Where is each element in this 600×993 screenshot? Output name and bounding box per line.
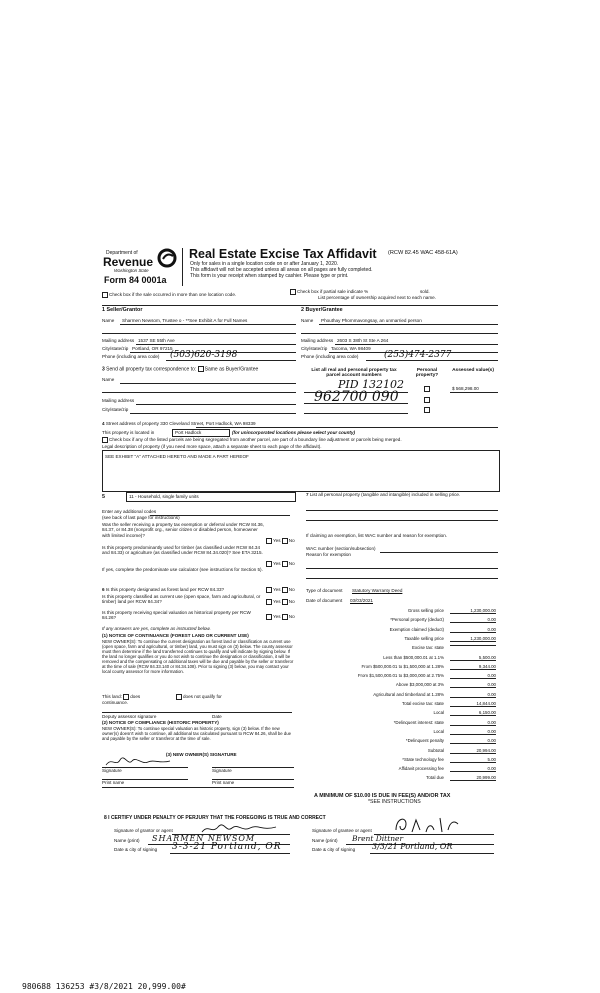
buyer-heading	[301, 308, 343, 313]
grantor-name-label: Name (print)	[114, 838, 140, 843]
assessed-line-1	[450, 392, 498, 393]
does-not-row	[176, 694, 222, 700]
legal-description: SEE EXHIBIT "A" ATTACHED HERETO AND MADE A PART HEREOF	[105, 454, 249, 459]
fee-label: Total due	[426, 775, 444, 781]
buyer-phone-label: Phone (including area code)	[301, 354, 359, 359]
q-timber-no: No	[288, 561, 295, 567]
this-land-label: This land:	[102, 694, 122, 700]
parcel-number-1[interactable]: PID 132102	[338, 378, 405, 391]
q-current-use-yes: Yes	[273, 599, 281, 605]
claiming-note: If claiming an exemption, list WAC number and reason for exemption.	[306, 533, 448, 538]
grantee-name-hw[interactable]: Brent Dittner	[352, 834, 404, 843]
parcel-line-1	[304, 392, 408, 393]
street-line	[196, 427, 498, 428]
wac-line	[380, 552, 498, 553]
seller-mailing-line	[136, 344, 296, 345]
section3-name-line	[120, 383, 296, 384]
fee-label: Exemption claimed (deduct)	[389, 626, 444, 632]
fee-label: Affidavit processing fee	[398, 766, 444, 772]
multi-location-checkbox[interactable]	[102, 292, 108, 298]
section4-num: 4	[102, 421, 105, 426]
deputy-date-label: Date	[212, 714, 222, 719]
doc-date-label: Date of document	[306, 598, 343, 603]
q-historic-yes-box[interactable]	[266, 614, 272, 620]
doc-date-value[interactable]: 03/03/2021	[350, 598, 373, 603]
buyer-name-line	[319, 324, 498, 325]
unincorporated-note: (for unincorporated locations please select your county)	[232, 430, 356, 435]
fee-label: *State technology fee	[402, 756, 444, 762]
seller-city[interactable]: Portland, OR 97215	[132, 346, 173, 351]
rule-top	[102, 305, 498, 306]
fee-label: From $500,000.01 to $1,500,000 at 1.28%	[361, 663, 444, 669]
q-exemption: Was the seller receiving a property tax exemption or deferral under RCW 84.36, 84.37, or 84.38 (nonprofit org., senior citizen or disabled person, homeowner with limited income)?	[102, 522, 264, 538]
list-personal	[306, 492, 496, 497]
seller-name-label: Name	[102, 318, 115, 323]
fee-value[interactable]: 20,999.00	[450, 775, 496, 781]
fee-label: Less than $500,000.01 at 1.1%	[383, 654, 444, 660]
form-title: Real Estate Excise Tax Affidavit	[189, 247, 377, 261]
q-current-use-answer	[266, 599, 295, 605]
if-yes-note: If yes, complete the predominate use calculator (see instructions for Section 5).	[102, 567, 263, 572]
partial-sale-label: Check box if partial sale indicate %	[297, 289, 369, 295]
fee-value[interactable]: 0.00	[450, 627, 496, 633]
continuance-label: continuance.	[102, 700, 129, 705]
seller-phone[interactable]: (503)620-3198	[170, 350, 238, 360]
fee-value[interactable]: 5,500.00	[450, 655, 496, 661]
header-divider	[182, 248, 183, 286]
notice2-body: NEW OWNER(S): To continue special valuation as historic property, sign (3) below. If the new owner(s) doesn't wish to continue, all additional tax calculated pursuant to RCW 84.26, shall be due and payable by the seller or transferor at the time of sale.	[102, 726, 292, 741]
reason-line-1	[306, 568, 498, 569]
q-historic-no: No	[288, 614, 295, 620]
personal-line-2	[306, 520, 498, 521]
buyer-city-label: City/state/zip	[301, 346, 328, 351]
q-forest-answer	[266, 587, 295, 593]
personal-property-header: Personal property?	[415, 368, 439, 379]
street-address[interactable]: 330 Cleveland Street, Port Hadlock, WA 98339	[160, 421, 256, 426]
same-as-buyer-label: Same as Buyer/Grantee	[204, 366, 259, 373]
street-row	[102, 421, 256, 426]
seller-name[interactable]: Sharmen Newsom, Trustee o - **See Exhibit A for Full Names	[122, 318, 248, 323]
partial-sale-checkbox[interactable]	[290, 289, 296, 295]
q-forest-yes-box[interactable]	[266, 587, 272, 593]
buyer-phone[interactable]: (253)474-2377	[384, 350, 452, 360]
q-exemption-answer	[266, 538, 295, 544]
fee-value[interactable]: 0.00	[450, 692, 496, 698]
owner-print-label-1: Print name	[102, 780, 125, 785]
segregated-label: Check box if any of the listed parcels are being segregated from another parcel, are part of a boundary line adjustment or parcels being merged.	[109, 437, 402, 443]
buyer-mailing[interactable]: 2603 S 38th St Ste A 264	[337, 338, 389, 343]
q-current-use-no: No	[288, 599, 295, 605]
dept-of: Department of	[106, 250, 138, 256]
personal-checkbox-3[interactable]	[424, 407, 430, 413]
fee-value[interactable]: 0.00	[450, 720, 496, 726]
new-owner-sig-title: (3) NEW OWNER(S) SIGNATURE	[166, 752, 237, 757]
parcel-list-header: List all real and personal property tax parcel account numbers	[311, 368, 397, 379]
logo-word: Revenue	[103, 255, 154, 269]
grantor-sig-label: Signature of grantor or agent	[114, 828, 173, 833]
owner-print-label-2: Print name	[212, 780, 235, 785]
certify-text: I CERTIFY UNDER PENALTY OF PERJURY THAT THE FOREGOING IS TRUE AND CORRECT	[108, 815, 326, 821]
minimum-due: A MINIMUM OF $10.00 IS DUE IN FEE(S) AND/OR TAX	[314, 793, 451, 799]
fee-label: Taxable selling price	[404, 635, 444, 641]
q-timber-no-box[interactable]	[282, 561, 288, 567]
grantor-date-line	[170, 853, 290, 854]
header-note-3: This form is your receipt when stamped by cashier. Please type or print.	[190, 273, 349, 279]
q-forest-text: Is this property designated as forest land per RCW 84.33?	[105, 587, 225, 592]
section3-name-label: Name	[102, 377, 115, 382]
owner-sig-label-2: Signature	[212, 768, 232, 773]
fee-value[interactable]: 20,994.00	[450, 748, 496, 754]
fee-value[interactable]: 1,230,000.00	[450, 636, 496, 642]
seller-num: 1	[102, 307, 105, 313]
fee-label: *Delinquent penalty	[405, 738, 444, 744]
assessed-value[interactable]: $ 568,298.00	[452, 386, 479, 391]
multi-location-label: Check box if the sale occurred in more than one location code.	[109, 292, 237, 298]
q-current-use-no-box[interactable]	[282, 599, 288, 605]
q-historic-yes: Yes	[273, 614, 281, 620]
located-select[interactable]: Port Hadlock	[172, 429, 230, 437]
fee-value[interactable]: 0.00	[450, 766, 496, 772]
additional-codes-label: Enter any additional codes	[102, 509, 157, 514]
grantor-name-hw[interactable]: SHARMEN NEWSOM	[152, 834, 256, 843]
doc-type-value[interactable]: Statutory Warranty Deed	[352, 588, 403, 593]
certify-row	[104, 816, 326, 821]
seller-phone-line	[166, 360, 296, 361]
multi-location-check[interactable]	[102, 292, 236, 298]
rule-8	[102, 787, 294, 788]
does-label: does	[130, 694, 141, 700]
section3-city-line	[130, 413, 296, 414]
fee-value[interactable]: 0.00	[450, 738, 496, 744]
fee-value[interactable]	[450, 645, 496, 646]
section3-text: Send all property tax correspondence to:	[106, 366, 197, 373]
section8-num: 8	[104, 815, 107, 821]
personal-checkbox-1[interactable]	[424, 386, 430, 392]
q-forest-no: No	[288, 587, 295, 593]
seller-name-line	[120, 324, 296, 325]
buyer-name-label: Name	[301, 318, 314, 323]
fee-label: From $1,500,000.01 to $3,000,000 at 2.75%	[357, 673, 444, 679]
section5-num: 5	[102, 494, 105, 500]
list-pct-note: List percentage of ownership acquired next to each name.	[318, 295, 436, 300]
see-back-note: (see back of last page for instructions)	[102, 515, 180, 520]
section3-label	[102, 366, 258, 373]
located-label: This property is located in	[102, 430, 155, 435]
buyer-heading-label: Buyer/Grantee	[305, 307, 343, 313]
grantee-date-line	[370, 853, 494, 854]
fee-value[interactable]: 0.00	[450, 729, 496, 735]
grantor-date-hw[interactable]: 3-3-21 Portland, OR	[172, 842, 282, 852]
fee-value[interactable]: 0.00	[450, 617, 496, 623]
legal-label: Legal description of property (if you need more space, attach a separate sheet to each page of the affidavit).	[102, 444, 322, 449]
section3-mailing-label: Mailing address	[102, 398, 135, 403]
buyer-num: 2	[301, 307, 304, 313]
deputy-sig-label: Deputy assessor signature	[102, 714, 157, 719]
does-not-checkbox[interactable]	[176, 694, 182, 700]
section3-num: 3	[102, 366, 105, 373]
section7-num: 7	[306, 492, 309, 497]
parcel-number-2[interactable]: 962700 090	[314, 389, 399, 405]
section3-blank-line	[102, 392, 296, 393]
reason-line-2	[306, 578, 498, 579]
fee-label: *Delinquent interest: state	[393, 719, 444, 725]
seller-mailing[interactable]: 1537 SE 55th Ave	[138, 338, 175, 343]
buyer-mailing-line	[335, 344, 498, 345]
same-as-buyer-checkbox[interactable]	[198, 366, 204, 372]
fee-label: Total excise tax: state	[402, 701, 444, 706]
revenue-logo-icon	[157, 248, 177, 268]
q-exemption-no-box[interactable]	[282, 538, 288, 544]
grantee-date-hw[interactable]: 3/3/21 Portland, OR	[372, 842, 453, 851]
q-historic: Is this property receiving special valuation as historical property per RCW 84.26?	[102, 610, 251, 621]
grantee-sig-label: Signature of grantee or agent	[312, 828, 372, 833]
header-note-2: This affidavit will not be accepted unless all areas on all pages are fully completed.	[190, 267, 373, 273]
fee-label: Subtotal	[427, 747, 444, 753]
personal-line-1	[306, 510, 498, 511]
q-forest-no-box[interactable]	[282, 587, 288, 593]
fee-value[interactable]: 14,844.00	[450, 701, 496, 707]
fee-label: Local	[433, 728, 444, 734]
header-note-1: Only for sales in a single location code on or after January 1, 2020.	[190, 261, 339, 267]
section3-mailing-line	[136, 404, 296, 405]
fee-value[interactable]: 9,344.00	[450, 664, 496, 670]
owner-sig-label-1: Signature	[102, 768, 122, 773]
fee-label: *Personal property (deduct)	[390, 617, 444, 623]
fee-value[interactable]: 0.00	[450, 673, 496, 679]
q-exemption-yes-box[interactable]	[266, 538, 272, 544]
q-exemption-no: No	[288, 538, 295, 544]
seller-blank-line	[102, 333, 296, 334]
assessed-value-header: Assessed value(s)	[452, 368, 494, 373]
sold-label: sold.	[420, 289, 430, 294]
grantor-date-label: Date & city of signing	[114, 847, 158, 852]
buyer-phone-line	[366, 360, 498, 361]
form-rcw: (RCW 82.45 WAC 458-61A)	[388, 250, 458, 256]
section3-city-label: City/state/zip	[102, 407, 129, 412]
footer-stamp: 980688 136253 #3/8/2021 20,999.00#	[22, 982, 186, 991]
parcel-line-2	[304, 403, 408, 404]
personal-checkbox-2[interactable]	[424, 397, 430, 403]
parcel-line-3	[304, 413, 408, 414]
segregated-checkbox[interactable]	[102, 437, 108, 443]
q-timber-yes: Yes	[273, 561, 281, 567]
fee-value[interactable]: 5.00	[450, 757, 496, 763]
buyer-blank-line	[301, 333, 498, 334]
deputy-sig-line	[102, 712, 292, 713]
seller-mailing-label: Mailing address	[102, 338, 135, 343]
q-forest	[102, 587, 264, 592]
fee-value[interactable]: 0.00	[450, 682, 496, 688]
fee-label: Excise tax: state	[412, 645, 444, 651]
seller-phone-label: Phone (including area code)	[102, 354, 160, 359]
buyer-city[interactable]: Tacoma, WA 98409	[331, 346, 371, 351]
notice2-title: (2) NOTICE OF COMPLIANCE (HISTORIC PROPERTY)	[102, 720, 219, 725]
q-current-use: Is this property classified as current use (open space, farm and agricultural, or timber) land per RCW 84.34?	[102, 594, 261, 605]
see-instructions: *SEE INSTRUCTIONS	[368, 799, 421, 805]
fee-label: Agricultural and timberland at 1.28%	[373, 691, 444, 697]
segregated-check[interactable]	[102, 437, 402, 443]
q-current-use-yes-box[interactable]	[266, 599, 272, 605]
seller-city-label: City/state/zip	[102, 346, 129, 351]
fee-value[interactable]: 6,150.00	[450, 710, 496, 716]
land-use-select[interactable]: 11 - Household, single family units	[126, 492, 296, 502]
wac-label: WAC number (section/subsection)	[306, 546, 376, 551]
q-timber: Is this property predominantly used for timber (as classified under RCW 84.34 and 84.33) or agriculture (as classified under RCW 84.34.020)? See ETA 3215.	[102, 545, 263, 556]
grantee-name-label: Name (print)	[312, 838, 338, 843]
buyer-mailing-label: Mailing address	[301, 338, 334, 343]
q-exemption-yes: Yes	[273, 538, 281, 544]
fee-label: Above $3,000,000 at 3%	[395, 682, 444, 688]
fee-label: Gross selling price	[407, 608, 444, 613]
seller-heading	[102, 308, 142, 313]
list-personal-text: List all personal property (tangible and intangible) included in selling price.	[309, 492, 461, 497]
form-number: Form 84 0001a	[104, 275, 167, 285]
state-name: Washington State	[114, 268, 149, 273]
q-forest-yes: Yes	[273, 587, 281, 593]
seller-heading-label: Seller/Grantor	[106, 307, 143, 313]
notice1-title: (1) NOTICE OF CONTINUANCE (FOREST LAND OR CURRENT USE)	[102, 633, 249, 638]
doc-type-label: Type of document	[306, 588, 343, 593]
grantee-date-label: Date & city of signing	[312, 847, 356, 852]
does-not-label: does not qualify for	[183, 694, 222, 700]
fee-value[interactable]: 1,230,000.00	[450, 608, 496, 614]
if-any-note: If any answers are yes, complete as instructed below.	[102, 626, 211, 631]
reason-label: Reason for exemption	[306, 552, 351, 557]
fee-label: Local	[433, 710, 444, 716]
notice1-body: NEW OWNER(S): To continue the current designation as forest land or classification as current use (open space, farm and agricultural, or timber) land, you must sign on (3) below. The county assessor must then determine if the land transferred continues to qualify and will indicate by signing below. If the land no longer qualifies or you do not wish to continue the designation or classification, it will be removed and the compensating or additional taxes will be due and payable by the seller or transferor at the time of sale (RCW 84.33.140 or 84.34.108). Prior to signing (3) below, you may contact your local county assessor for more information.	[102, 639, 294, 674]
street-label: Street address of property	[105, 421, 159, 426]
section6-num: 6	[102, 587, 105, 592]
buyer-name[interactable]: Phouthay Phommavongsay, an unmarried person	[321, 318, 422, 323]
